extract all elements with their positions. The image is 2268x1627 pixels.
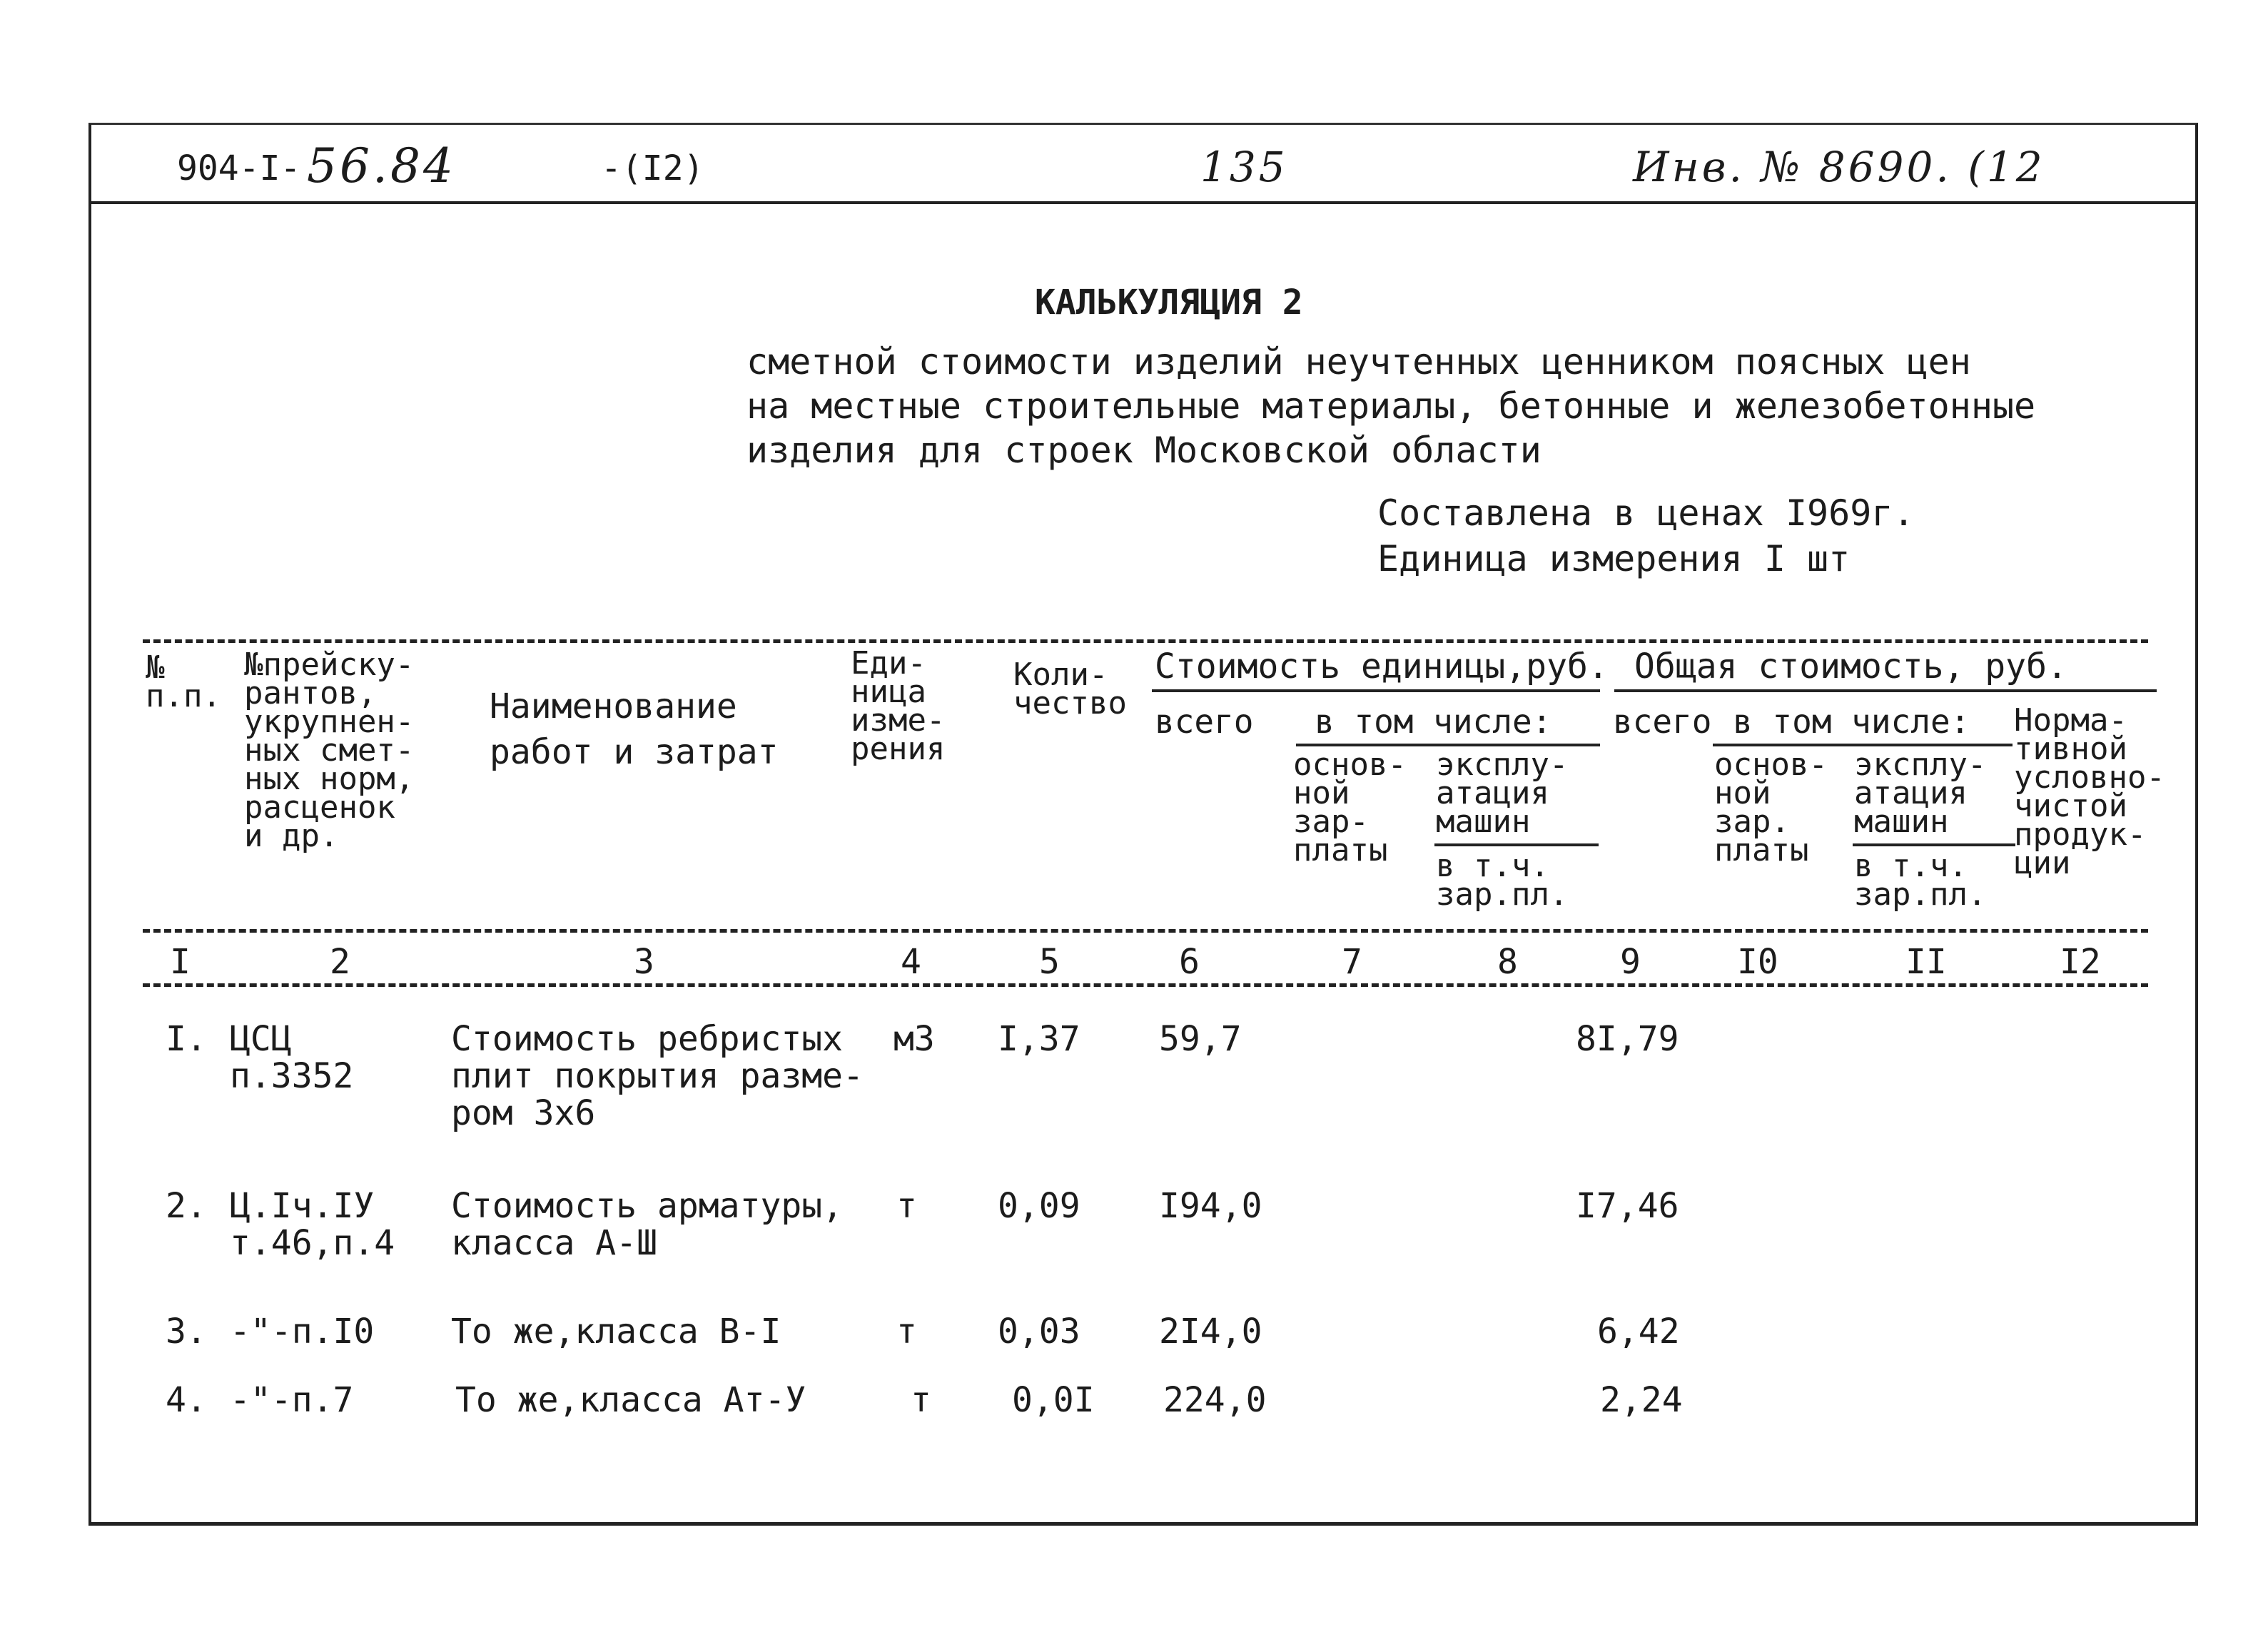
- row2-qty: 0,09: [998, 1186, 1080, 1226]
- header-unit-osnovnoy: основ- ной зар- платы: [1293, 746, 1407, 868]
- row2-ref: Ц.Iч.IУ т.46,п.4: [230, 1186, 395, 1263]
- row3-num: 3.: [166, 1312, 207, 1352]
- row2-unit-total: I94,0: [1159, 1186, 1262, 1226]
- row1-unit-total: 59,7: [1159, 1019, 1242, 1059]
- header-unit-vsego: всего: [1155, 702, 1254, 741]
- doc-code-prefix: 904-I-: [177, 148, 301, 188]
- colnum-12: I2: [2060, 942, 2101, 982]
- header-bottom-rule: [143, 929, 2148, 933]
- colnum-2: 2: [330, 942, 350, 982]
- header-unit-incl: в том числе:: [1315, 702, 1552, 741]
- header-unit-ekspl: эксплу- атация машин: [1436, 746, 1569, 840]
- row4-unit-total: 224,0: [1163, 1380, 1267, 1420]
- prices-note: Составлена в ценах I969г.: [1377, 492, 1915, 534]
- subtitle-line-2: на местные строительные материалы, бетонные и железобетонные: [746, 385, 2036, 427]
- header-work-name: Наименование работ и затрат: [490, 686, 779, 772]
- section-code: -(I2): [601, 148, 704, 188]
- colnum-5: 5: [1039, 942, 1060, 982]
- inventory-number: Инв. № 8690. (12: [1633, 143, 2045, 191]
- header-num: № п.п.: [146, 649, 221, 714]
- header-normative: Норма- тивной условно- чистой продук- ции: [2014, 702, 2165, 881]
- header-quantity: Коли- чество: [1013, 657, 1127, 721]
- doc-code-handwritten: 56.84: [307, 138, 456, 193]
- colnum-11: II: [1905, 942, 1947, 982]
- colnum-1: I: [170, 942, 191, 982]
- row2-unit: т: [896, 1186, 917, 1226]
- header-unit-cost-group: Стоимость единицы,руб.: [1155, 647, 1609, 686]
- header-total-ekspl-sub: в т.ч. зар.пл.: [1854, 848, 1987, 913]
- document-title: КАЛЬКУЛЯЦИЯ 2: [1035, 283, 1303, 323]
- subtitle-line-3: изделия для строек Московской области: [746, 430, 1541, 471]
- subtitle-line-1: сметной стоимости изделий неучтенных ценником поясных цен: [746, 341, 1971, 382]
- row4-num: 4.: [166, 1380, 207, 1420]
- colnum-3: 3: [634, 942, 654, 982]
- row4-name: То же,класса Ат-У: [455, 1380, 806, 1420]
- row1-total: 8I,79: [1576, 1019, 1679, 1059]
- header-pricelist: №прейску- рантов, укрупнен- ных смет- ных норм, расценок и др.: [244, 647, 415, 854]
- header-unit: Еди- ница изме- рения: [851, 645, 946, 767]
- row3-qty: 0,03: [998, 1312, 1080, 1352]
- row4-qty: 0,0I: [1012, 1380, 1095, 1420]
- colnum-4: 4: [901, 942, 921, 982]
- colnum-8: 8: [1497, 942, 1518, 982]
- colnum-10: I0: [1737, 942, 1778, 982]
- header-total-cost-group: Общая стоимость, руб.: [1634, 647, 2067, 686]
- row1-unit: м3: [893, 1019, 935, 1059]
- row2-total: I7,46: [1576, 1186, 1679, 1226]
- row3-unit-total: 2I4,0: [1159, 1312, 1262, 1352]
- row2-num: 2.: [166, 1186, 207, 1226]
- header-total-incl: в том числе:: [1733, 702, 1970, 741]
- unit-cost-group-rule: [1152, 689, 1600, 692]
- header-unit-ekspl-sub: в т.ч. зар.пл.: [1436, 848, 1569, 913]
- row3-unit: т: [896, 1312, 917, 1352]
- column-numbers-rule: [143, 983, 2148, 987]
- row4-ref: -"-п.7: [230, 1380, 354, 1420]
- header-divider: [88, 201, 2195, 204]
- colnum-6: 6: [1179, 942, 1200, 982]
- header-total-ekspl: эксплу- атация машин: [1854, 746, 1987, 840]
- table-top-rule: [143, 639, 2148, 643]
- header-total-osnovnoy: основ- ной зар. платы: [1714, 746, 1828, 868]
- row1-ref: ЦСЦ п.3352: [230, 1019, 354, 1096]
- unit-note: Единица измерения I шт: [1377, 538, 1851, 579]
- row1-num: I.: [166, 1019, 207, 1059]
- header-total-vsego: всего: [1613, 702, 1712, 741]
- row4-total: 2,24: [1600, 1380, 1683, 1420]
- row1-name: Стоимость ребристых плит покрытия разме- ром 3х6: [451, 1019, 864, 1133]
- row3-ref: -"-п.I0: [230, 1312, 375, 1352]
- colnum-9: 9: [1620, 942, 1641, 982]
- total-ekspl-rule: [1853, 843, 2015, 846]
- row4-unit: т: [911, 1380, 931, 1420]
- row3-total: 6,42: [1597, 1312, 1680, 1352]
- total-cost-group-rule: [1614, 689, 2157, 692]
- row3-name: То же,класса В-I: [451, 1312, 781, 1352]
- unit-ekspl-rule: [1434, 843, 1599, 846]
- row2-name: Стоимость арматуры, класса А-Ш: [451, 1186, 844, 1263]
- colnum-7: 7: [1342, 942, 1362, 982]
- row1-qty: I,37: [998, 1019, 1080, 1059]
- page-number: 135: [1200, 143, 1288, 191]
